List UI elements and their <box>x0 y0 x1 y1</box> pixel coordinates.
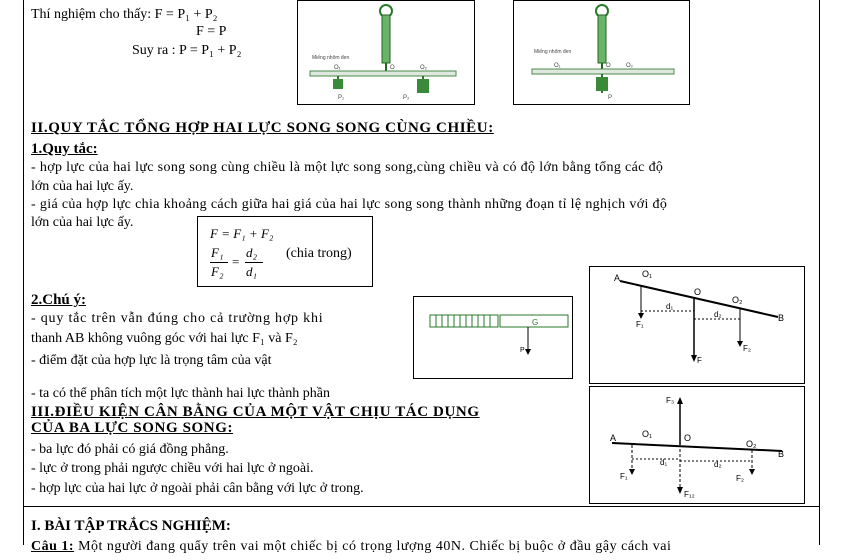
formula-d1: d₁ <box>246 264 258 279</box>
label-o: O <box>390 65 395 71</box>
question-1 <box>31 538 671 555</box>
intro-line-1: Thí nghiệm cho thấy: F = P₁ + P₂ <box>31 7 218 22</box>
three-forces-drawing <box>590 387 804 503</box>
label-d2: d₂ <box>714 460 722 469</box>
label-aluminum: Miếng nhôm đen <box>312 55 350 61</box>
formula-box: F = F₁ + F₂ F₁ F₂ = d₂ d₁ (chia trong) <box>197 216 373 287</box>
label-f2: F₂ <box>743 344 751 353</box>
label-o1: O₁ <box>334 65 341 71</box>
label-f1: F₁ <box>636 320 644 329</box>
rule2-line-a: - giá của hợp lực chia khoảng cách giữa hai giá của hai lực song song thành những đoạn tỉ lệ nghịch với độ <box>31 197 668 212</box>
rule2-line-b: lớn của hai lực ấy. <box>31 215 134 230</box>
condition-3: - hợp lực của hai lực ở ngoài phải cân bằng với lực ở trong. <box>31 481 364 496</box>
weight-p <box>596 77 608 91</box>
label-o2: O₂ <box>420 65 427 71</box>
formula-sum: F = F₁ + F₂ <box>210 226 274 241</box>
condition-1: - ba lực đó phải có giá đồng phẳng. <box>31 442 229 457</box>
lever-drawing <box>590 267 804 383</box>
formula-f2: F₂ <box>211 264 224 279</box>
right-border <box>819 0 820 545</box>
note1-line-b: thanh AB không vuông góc với hai lực F₁ và F₂ <box>31 331 298 346</box>
label-o: O <box>694 287 702 297</box>
label-b: B <box>778 449 785 459</box>
label-o1: O₁ <box>642 429 653 439</box>
label-f1: F₁ <box>620 472 628 481</box>
lever-bar <box>310 71 456 76</box>
dynamometer <box>598 15 606 63</box>
label-o: O <box>606 63 611 69</box>
label-d1: d₁ <box>666 302 674 311</box>
note-heading: 2.Chú ý: <box>31 292 87 308</box>
exercise-heading: I. BÀI TẬP TRẮCS NGHIỆM: <box>31 518 231 534</box>
question-1-text: Một người đang quẩy trên vai một chiếc bị có trọng lượng 40N. Chiếc bị buộc ở đầu gậy cách vai <box>74 539 672 554</box>
lever-ab <box>612 443 782 451</box>
fraction-bar-left <box>210 262 228 263</box>
label-f3: F₃ <box>666 396 675 405</box>
experiment-figure-right <box>513 0 690 105</box>
formula-note: (chia trong) <box>286 246 352 261</box>
lever-bar <box>532 69 674 74</box>
rule1-line-b: lớn của hai lực ấy. <box>31 179 134 194</box>
experiment-figure-left <box>297 0 475 105</box>
label-d2: d₂ <box>714 310 722 319</box>
note3: - ta có thể phân tích một lực thành hai lực thành phần <box>31 386 330 401</box>
force-p-arrow <box>525 349 531 355</box>
dynamometer <box>382 15 390 63</box>
label-a: A <box>614 273 621 283</box>
label-f12: F₁₂ <box>684 490 695 499</box>
label-g: G <box>532 318 539 327</box>
note1-line-a: - quy tắc trên vẫn đúng cho cả trường hợp khi <box>31 311 324 326</box>
intro-line-2: F = P <box>196 24 227 39</box>
label-aluminum: Miếng nhôm đen <box>534 49 572 55</box>
lever-figure <box>589 266 805 384</box>
section3-heading-b: CỦA BA LỰC SONG SONG: <box>31 420 234 436</box>
label-o1: O₁ <box>554 63 561 69</box>
weight-p1 <box>333 79 343 89</box>
section2-heading: II.QUY TẮC TỔNG HỢP HAI LỰC SONG SONG CÙNG CHIỀU: <box>31 120 494 136</box>
weight-p2 <box>417 79 429 93</box>
label-p1: P₁ <box>338 95 345 101</box>
label-p: P <box>520 347 525 354</box>
note2: - điểm đặt của hợp lực là trọng tâm của vật <box>31 353 272 368</box>
rule-heading: 1.Quy tắc: <box>31 141 98 157</box>
formula-d2: d₂ <box>246 245 258 260</box>
experiment-right-drawing <box>514 1 689 104</box>
section3-heading-a: III.ĐIỀU KIỆN CÂN BẰNG CỦA MỘT VẬT CHỊU TÁC DỤNG <box>31 404 480 420</box>
ruler-block <box>430 315 498 327</box>
label-o2: O₂ <box>746 439 757 449</box>
bar-figure <box>413 296 573 379</box>
label-a: A <box>610 433 617 443</box>
label-o2: O₂ <box>626 63 633 69</box>
label-o1: O₁ <box>642 269 653 279</box>
force-f3-arrow <box>677 397 683 404</box>
label-f: F <box>697 356 702 365</box>
label-p: P <box>608 95 613 101</box>
rule1-line-a: - hợp lực của hai lực song song cùng chiều là một lực song song,cùng chiều và có độ lớn bằng tổng các độ <box>31 160 664 175</box>
label-p2: P₂ <box>403 95 410 101</box>
question-1-label: Câu 1: <box>31 539 75 554</box>
experiment-left-drawing <box>298 1 474 104</box>
section-divider <box>23 506 820 507</box>
bar-drawing <box>414 297 572 378</box>
formula-f1: F₁ <box>211 245 224 260</box>
label-o: O <box>684 433 692 443</box>
label-f2: F₂ <box>736 474 744 483</box>
left-border <box>23 0 24 545</box>
label-o2: O₂ <box>732 295 743 305</box>
label-d1: d₁ <box>660 458 668 467</box>
condition-2: - lực ở trong phải ngược chiều với hai lực ở ngoài. <box>31 461 314 476</box>
three-forces-figure <box>589 386 805 504</box>
intro-line-3: Suy ra : P = P₁ + P₂ <box>132 43 242 58</box>
fraction-bar-right <box>245 262 263 263</box>
label-b: B <box>778 313 785 323</box>
